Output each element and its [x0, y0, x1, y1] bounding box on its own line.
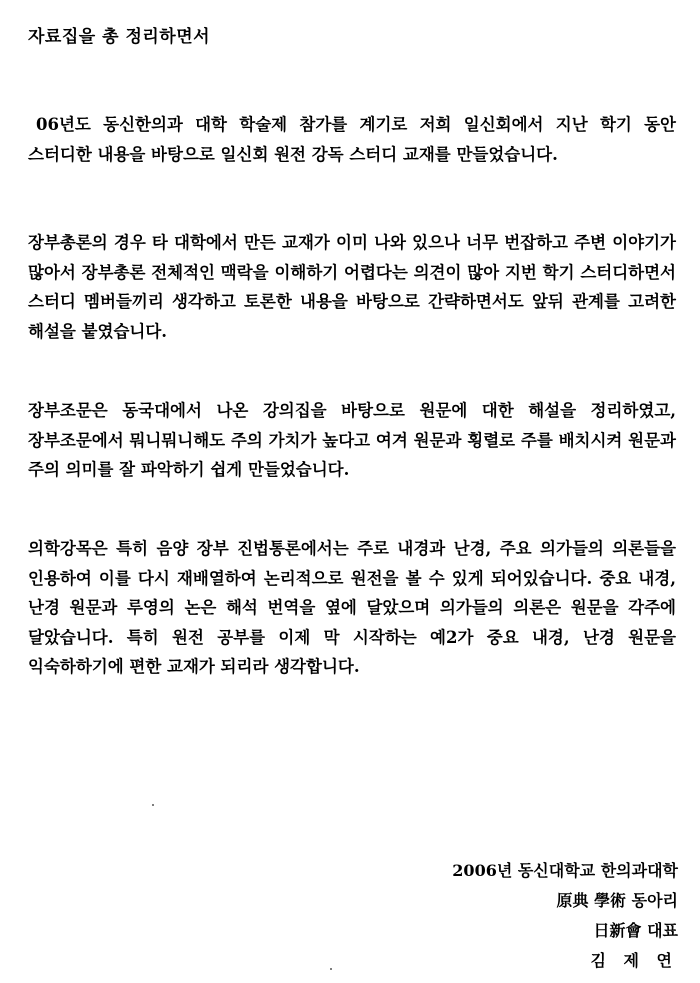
- paragraph-intro: 06년도 동신한의과 대학 학술제 참가를 계기로 저희 일신회에서 지난 학기 동안 스터디한 내용을 바탕으로 일신회 원전 강독 스터디 교재를 만들었습니다.: [28, 115, 676, 164]
- paragraph-uihak-gangmok: 의학강목은 특히 음양 장부 진법통론에서는 주로 내경과 난경, 주요 의가들의 의론들을 인용하여 이를 다시 재배열하여 논리적으로 원전을 볼 수 있게 되어있습니다. 중요 내경, 난경 원문과 루영의 논은 해석 번역을 옆에 달았으며 의가들의 의론은 원문을 각주에 달았습니다. 특히 원전 공부를 이제 막 시작하는 예2가 중요 내경, 난경 원문을 익숙하하기에 편한 교재가 되리라 생각합니다.: [28, 539, 676, 676]
- signature-author-name: 김 제 연: [590, 951, 678, 970]
- signature-representative-title: 日新會 대표: [593, 921, 678, 940]
- signature-university: 2006년 동신대학교 한의과대학: [452, 861, 678, 880]
- paragraph-jangbu-chongron: 장부총론의 경우 타 대학에서 만든 교재가 이미 나와 있으나 너무 번잡하고 주변 이야기가 많아서 장부총론 전체적인 맥락을 이해하기 어렵다는 의견이 많아 지번 학기 스터디하면서 스터디 멤버들끼리 생각하고 토론한 내용을 바탕으로 간략하면서도 앞뒤 관계를 고려한 해설을 붙였습니다.: [28, 233, 676, 341]
- scan-speck: [152, 804, 154, 806]
- paragraph-jangbu-jomun: 장부조문은 동국대에서 나온 강의집을 바탕으로 원문에 대한 해설을 정리하였고, 장부조문에서 뭐니뭐니해도 주의 가치가 높다고 여겨 원문과 횡렬로 주를 배치시켜 원문과 주의 의미를 잘 파악하기 쉽게 만들었습니다.: [28, 401, 676, 479]
- scan-speck: [330, 968, 332, 970]
- signature-club: 原典 學術 동아리: [556, 891, 678, 910]
- document-title: 자료집을 총 정리하면서: [28, 27, 211, 47]
